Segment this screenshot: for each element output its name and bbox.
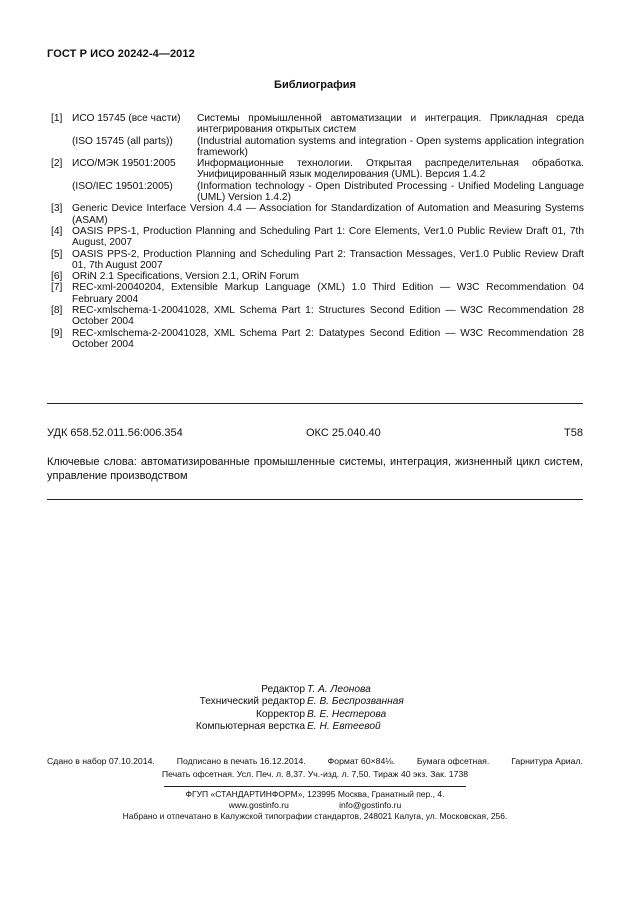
bib-number: [7] bbox=[51, 282, 63, 294]
publisher-email: info@gostinfo.ru bbox=[339, 800, 402, 810]
bib-key: ИСО/МЭК 19501:2005 bbox=[72, 158, 176, 170]
credits-block bbox=[0, 684, 630, 733]
pub-typeset-date: Сдано в набор 07.10.2014. bbox=[47, 756, 155, 766]
keywords: Ключевые слова: автоматизированные промышленные системы, интеграция, жизненный цикл систем, управление производством bbox=[47, 456, 583, 482]
bib-number: [1] bbox=[51, 113, 63, 124]
publication-line-2 bbox=[47, 768, 583, 781]
bib-entry bbox=[51, 249, 584, 272]
credit-role: Редактор bbox=[261, 684, 305, 695]
bib-text: OASIS PPS-1, Production Planning and Scheduling Part 1: Core Elements, Ver1.0 Public Review Draft 01, 7th August, 2007 bbox=[72, 225, 584, 249]
bibliography-list bbox=[51, 113, 584, 350]
bib-text: OASIS PPS-2, Production Planning and Scheduling Part 2: Transaction Messages, Ver1.0 Public Review Draft 01, 7th August 2007 bbox=[72, 248, 584, 271]
pub-paper: Бумага офсетная. bbox=[416, 756, 490, 766]
publisher-info bbox=[0, 789, 630, 822]
bib-text: REC-xmlschema-2-20041028, XML Schema Part 2: Datatypes Second Edition — W3C Recommendation 28 October 2004 bbox=[72, 327, 584, 350]
credit-line bbox=[0, 696, 630, 708]
credit-line bbox=[0, 709, 630, 721]
pub-volume: Печ. л. 8,37. Уч.-изд. л. 7,50. Тираж 40 экз. Зак. 1738 bbox=[255, 768, 469, 779]
printer-info: Набрано и отпечатано в Калужской типографии стандартов, 248021 Калуга, ул. Московская, 256. bbox=[122, 811, 508, 821]
bib-entry bbox=[51, 305, 584, 328]
divider-top bbox=[47, 403, 583, 404]
bib-entry bbox=[51, 226, 584, 249]
credit-role: Корректор bbox=[255, 708, 305, 720]
credit-name: Т. А. Леонова bbox=[307, 684, 371, 695]
credit-name: Е. Н. Евтеевой bbox=[307, 720, 381, 732]
bib-key: (ISO 15745 (all parts)) bbox=[72, 135, 173, 147]
category-code: T58 bbox=[564, 427, 583, 439]
bib-entry bbox=[51, 328, 584, 351]
bib-number: [8] bbox=[51, 305, 63, 317]
bib-text: REC-xml-20040204, Extensible Markup Language (XML) 1.0 Third Edition — W3C Recommendation 04 February 2004 bbox=[72, 282, 584, 305]
bib-text: ORiN 2.1 Specifications, Version 2.1, ORiN Forum bbox=[72, 271, 300, 283]
publisher-contacts bbox=[0, 800, 630, 811]
bib-text: Информационные технологии. Открытая распределительная обработка. Унифицированный язык моделирования (UML). Версия 1.4.2 bbox=[197, 158, 584, 181]
pub-print-type: Печать офсетная. Усл. bbox=[161, 768, 254, 779]
credit-line bbox=[0, 684, 630, 696]
credit-name: Е. В. Беспрозванная bbox=[307, 696, 404, 708]
bib-number bbox=[51, 136, 72, 159]
oks-code: ОКС 25.040.40 bbox=[306, 427, 381, 439]
bib-text: (Industrial automation systems and integration - Open systems application integration framework) bbox=[197, 135, 584, 158]
bib-entry bbox=[51, 203, 584, 226]
credit-line bbox=[0, 721, 630, 733]
credit-name: В. Е. Нестерова bbox=[307, 708, 387, 720]
bib-text: REC-xmlschema-1-20041028, XML Schema Part 1: Structures Second Edition — W3C Recommendation 28 October 2004 bbox=[72, 305, 584, 328]
pub-format: Формат 60×84⅛. bbox=[327, 756, 395, 766]
bib-number: [4] bbox=[51, 225, 63, 237]
credit-role: Технический редактор bbox=[199, 696, 305, 708]
bib-text: Generic Device Interface Version 4.4 — Association for Standardization of Automation and Measuring Systems (ASAM) bbox=[72, 203, 584, 226]
divider-bottom bbox=[47, 499, 583, 500]
publication-info bbox=[47, 755, 583, 780]
pub-font: Гарнитура Ариал. bbox=[511, 756, 583, 766]
bib-number: [5] bbox=[51, 248, 63, 260]
document-code: ГОСТ Р ИСО 20242-4—2012 bbox=[47, 48, 195, 60]
bib-key: ИСО 15745 (все части) bbox=[72, 113, 181, 124]
bib-number bbox=[51, 181, 72, 204]
bib-entry bbox=[51, 282, 584, 305]
bib-entry bbox=[51, 271, 584, 282]
bib-number: [9] bbox=[51, 327, 63, 339]
bib-number: [2] bbox=[51, 158, 63, 170]
bib-text: (Information technology - Open Distributed Processing - Unified Modeling Language (UML) Version 1.4.2) bbox=[197, 180, 584, 204]
divider-publisher bbox=[164, 786, 466, 787]
pub-sign-date: Подписано в печать 16.12.2014. bbox=[176, 756, 306, 766]
publisher-address: ФГУП «СТАНДАРТИНФОРМ», 123995 Москва, Гранатный пер., 4. bbox=[185, 789, 445, 799]
publisher-site: www.gostinfo.ru bbox=[228, 800, 289, 810]
bib-entry bbox=[51, 158, 584, 181]
bib-number: [3] bbox=[51, 203, 63, 215]
publication-line-1 bbox=[47, 755, 583, 768]
bibliography-title: Библиография bbox=[274, 79, 356, 91]
bib-entry bbox=[51, 136, 584, 159]
credit-role: Компьютерная верстка bbox=[195, 720, 305, 732]
bib-entry bbox=[51, 181, 584, 204]
bib-entry bbox=[51, 113, 584, 136]
bib-key: (ISO/IEC 19501:2005) bbox=[72, 180, 173, 192]
bib-text: Системы промышленной автоматизации и интеграция. Прикладная среда интегрирования открытых систем bbox=[197, 113, 584, 136]
bib-number: [6] bbox=[51, 271, 63, 283]
udk-code: УДК 658.52.011.56:006.354 bbox=[47, 427, 183, 439]
